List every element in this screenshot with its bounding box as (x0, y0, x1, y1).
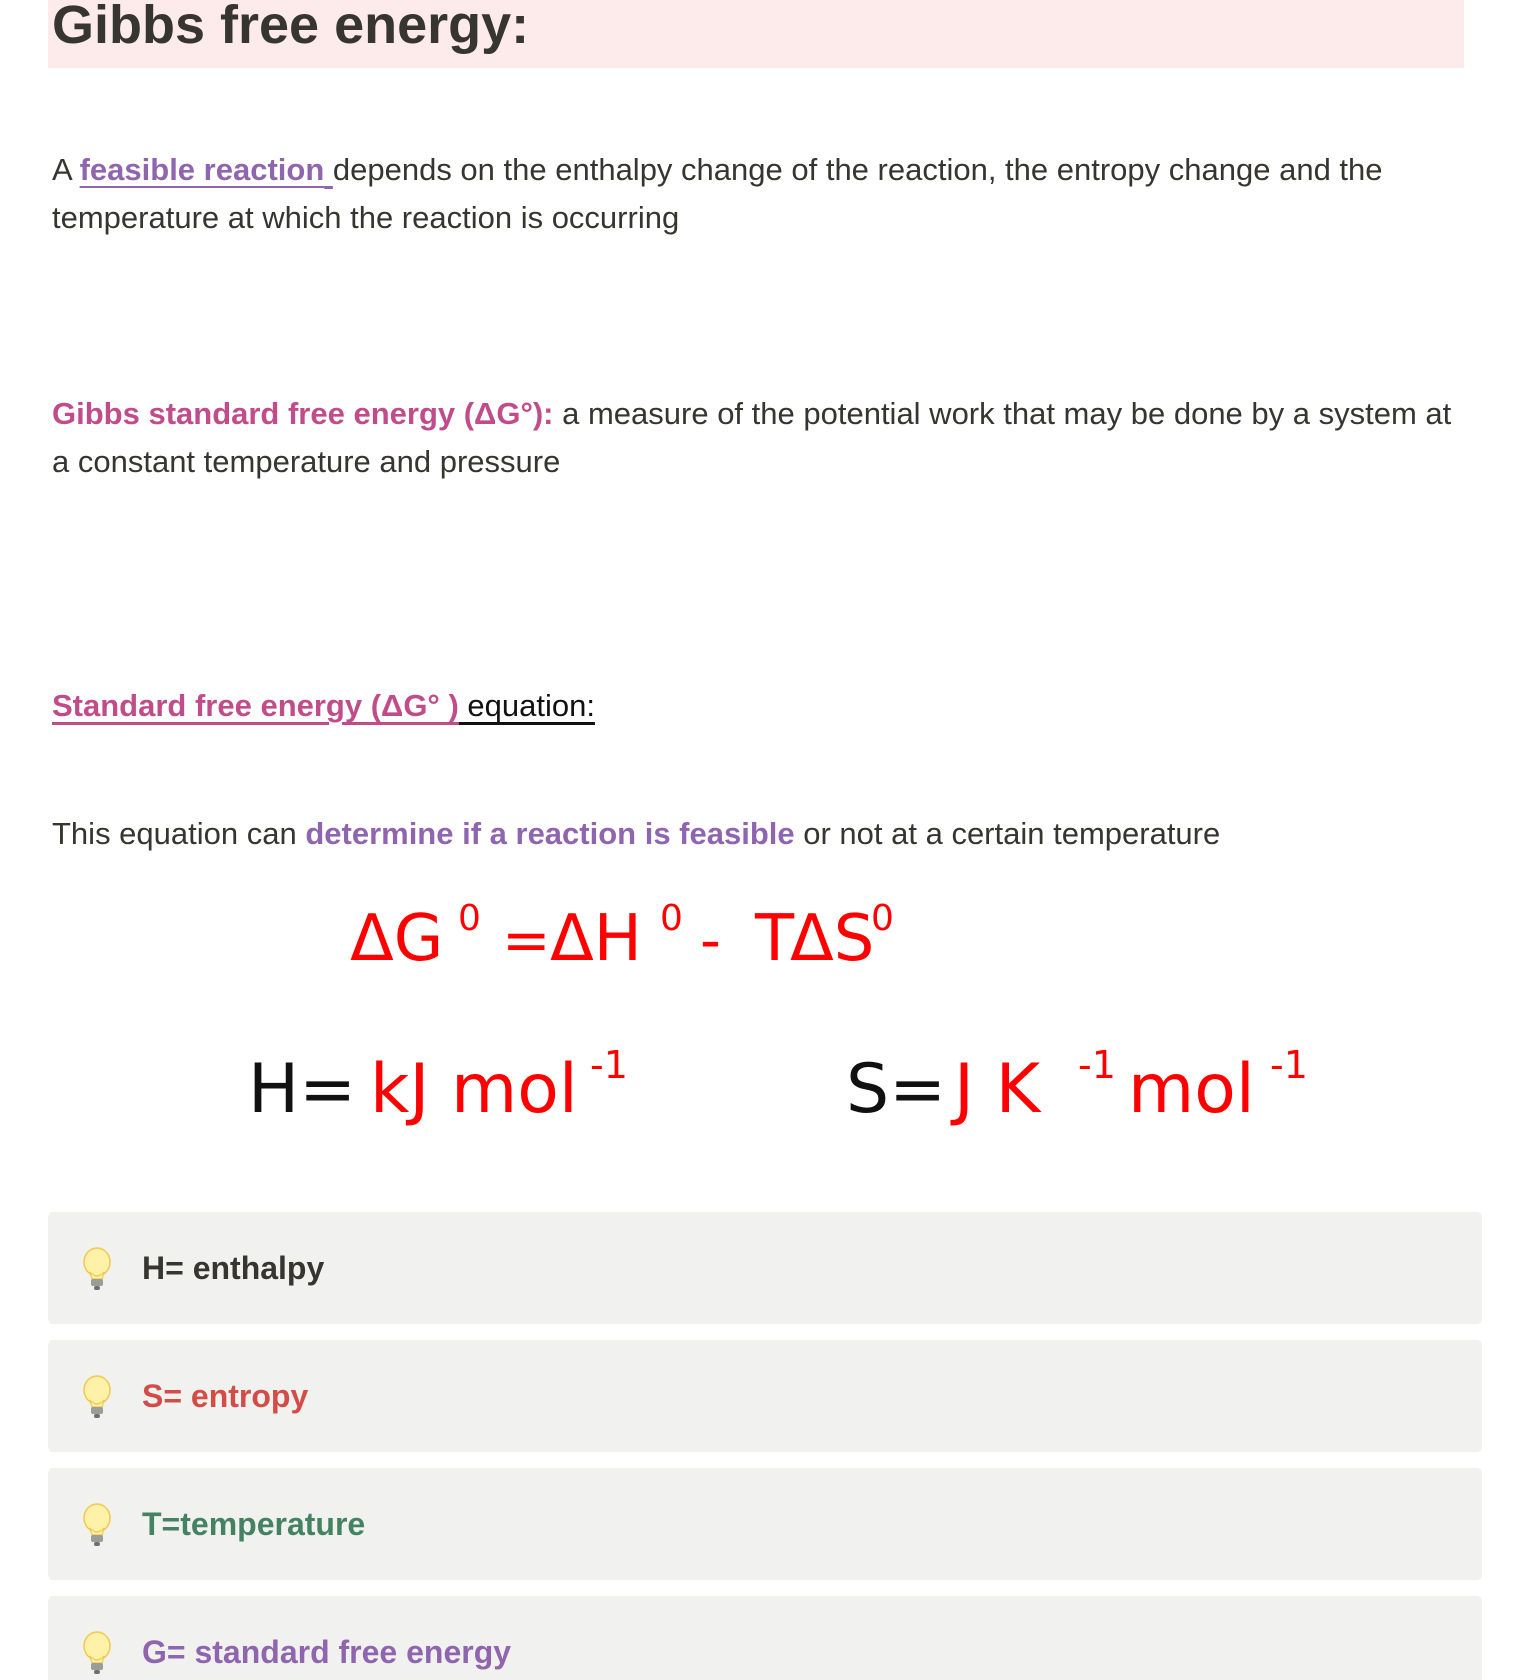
eq-sup-h: 0 (660, 898, 683, 939)
eq-t: T (755, 902, 795, 976)
callout-text-entropy: S= entropy (142, 1378, 309, 1414)
feasible-reaction-link[interactable]: feasible reaction (79, 152, 325, 187)
equation-heading-paragraph (52, 682, 1462, 730)
callout-free-energy (48, 1596, 1482, 1680)
para1-rest: depends on the enthalpy change of the reaction, the entropy change and the temperature at which the reaction is occurring (52, 152, 1383, 235)
eq-delta-s: ΔS (790, 902, 875, 976)
h-unit: kJ mol (370, 1050, 578, 1129)
eq-minus: - (700, 906, 721, 974)
para4-suffix: or not at a certain temperature (794, 816, 1221, 851)
s-label: S= (846, 1050, 947, 1129)
callout-text-enthalpy: H= enthalpy (142, 1250, 325, 1286)
s-unit-mol: mol (1128, 1050, 1255, 1129)
callout-text-free-energy: G= standard free energy (142, 1634, 512, 1670)
equation-label: equation: (458, 688, 595, 723)
para4-prefix: This equation can (52, 816, 306, 851)
callout-text-temperature: T=temperature (142, 1506, 366, 1542)
gibbs-term: Gibbs standard free energy (ΔG°): (52, 396, 554, 431)
h-exponent: -1 (590, 1043, 628, 1087)
callout-enthalpy (48, 1212, 1482, 1324)
s-exponent-2: -1 (1270, 1043, 1308, 1087)
h-label: H= (248, 1050, 357, 1129)
lightbulb-icon (81, 1502, 113, 1550)
eq-equals: = (502, 906, 551, 974)
feasible-reaction-paragraph (52, 146, 1462, 242)
para1-prefix: A (52, 152, 80, 187)
standard-free-energy-link[interactable]: Standard free energy (ΔG° ) (52, 688, 459, 723)
gibbs-definition-paragraph (52, 390, 1462, 486)
callout-temperature (48, 1468, 1482, 1580)
callout-entropy (48, 1340, 1482, 1452)
s-exponent-1: -1 (1078, 1043, 1116, 1087)
lightbulb-icon (81, 1630, 113, 1678)
eq-sup-g: 0 (458, 898, 481, 939)
page-heading (48, 0, 1464, 68)
gibbs-equation-image (48, 890, 1464, 1150)
equation-intro-paragraph (52, 810, 1462, 858)
feasibility-highlight: determine if a reaction is feasible (305, 816, 795, 851)
heading-title: Gibbs free energy: (52, 0, 530, 55)
eq-delta-g: ΔG (350, 902, 444, 976)
lightbulb-icon (81, 1374, 113, 1422)
eq-sup-s: 0 (871, 898, 894, 939)
link-gap (324, 152, 333, 187)
gibbs-definition: a measure of the potential work that may be done by a system at a constant temperature and pressure (52, 396, 1452, 479)
page-content (48, 0, 1464, 1670)
lightbulb-icon (81, 1246, 113, 1294)
eq-delta-h: ΔH (550, 902, 642, 976)
s-unit-jk: J K (954, 1050, 1041, 1129)
